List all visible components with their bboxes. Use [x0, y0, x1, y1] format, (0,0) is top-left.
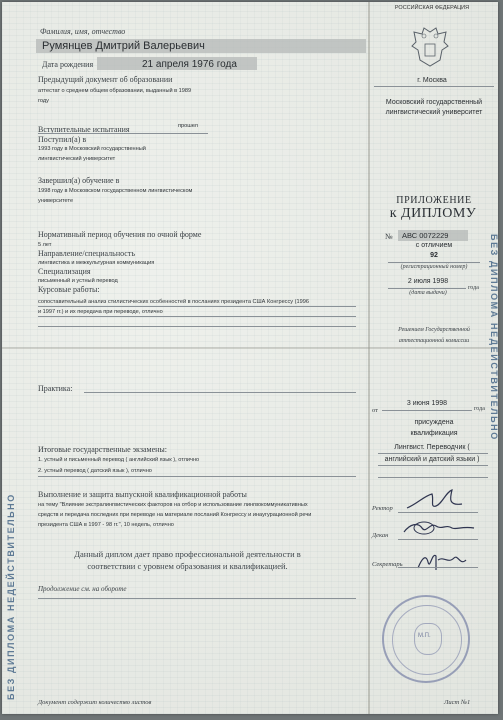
city: г. Москва [417, 77, 447, 84]
study-period-label: Нормативный период обучения по очной форме [38, 230, 202, 239]
name-value: Румянцев Дмитрий Валерьевич [42, 40, 205, 52]
admitted-label: Поступил(а) в [38, 135, 87, 144]
coursework-label: Курсовые работы: [38, 285, 100, 294]
exam-item-1: 1. устный и письменный перевод ( английский язык ), отлично [38, 457, 200, 463]
prev-education-value: аттестат о среднем общем образовании, выданный в 1989 году [38, 88, 192, 104]
exam-item-2: 2. устный перевод ( датский язык ), отлично [38, 468, 152, 474]
finished-label: Завершил(а) обучение в [38, 176, 120, 185]
specialization-value: письменный и устный перевод [38, 278, 118, 284]
university-name: Московский государственный лингвистический университет [385, 99, 483, 116]
country-name: РОССИЙСКАЯ ФЕДЕРАЦИЯ [394, 5, 470, 11]
rule [38, 306, 356, 307]
issue-label: (дата выдачи) [409, 290, 447, 296]
side-text-left: БЕЗ ДИПЛОМА НЕДЕЙСТВИТЕЛЬНО [6, 493, 16, 700]
rector-label: Ректор [372, 505, 393, 512]
rule [398, 512, 478, 513]
commission-decision: Решением Государственной аттестационной комиссии [398, 327, 470, 344]
dob-value: 21 апреля 1976 года [142, 59, 237, 70]
rights-notice: Данный диплом дает право профессиональной деятельности в соответствии с уровнем образования и квалификацией. [74, 549, 301, 571]
number-prefix: № [385, 232, 393, 241]
decision-date-prefix: от [372, 407, 379, 414]
exams-label: Итоговые государственные экзамены: [38, 445, 168, 454]
rule [374, 86, 494, 87]
sheet-count-label: Документ содержит количество листов [38, 699, 152, 706]
prev-education-label: Предыдущий документ об образовании [38, 75, 173, 84]
rule [378, 477, 488, 478]
study-period-value: 5 лет [38, 242, 52, 248]
rule [378, 453, 488, 454]
sheet-number: Лист №1 [444, 699, 471, 706]
rule [84, 392, 356, 393]
diploma-number: АВС 0072229 [402, 231, 449, 240]
qualification-label: квалификация [410, 430, 458, 437]
side-text-right: БЕЗ ДИПЛОМА НЕДЕЙСТВИТЕЛЬНО [489, 234, 499, 441]
coursework-value: сопоставительный анализ стилистических особенностей в посланиях президента США Конгрессу (1996 и 1997 гг.) и их передача при переводе, отлично [38, 299, 309, 315]
awarded: присуждена [414, 419, 454, 426]
rule [38, 133, 208, 134]
dob-label: Дата рождения [42, 60, 94, 69]
fold-line-horizontal [2, 347, 498, 349]
entrance-label: Вступительные испытания [38, 125, 130, 134]
practice-label: Практика: [38, 384, 73, 393]
thesis-label: Выполнение и защита выпускной квалификационной работы [38, 490, 247, 499]
with-honors: с отличием [415, 242, 453, 249]
direction-value: лингвистика и межкультурная коммуникация [38, 260, 155, 266]
rule [38, 316, 356, 317]
secretary-signature [412, 548, 472, 576]
name-label: Фамилия, имя, отчество [40, 27, 126, 36]
direction-label: Направление/специальность [38, 249, 135, 258]
rule [398, 539, 478, 540]
issue-year-suffix: года [468, 285, 479, 291]
rule [38, 598, 356, 599]
dean-label: Декан [372, 532, 389, 539]
registration-number: 92 [430, 252, 438, 259]
decision-date-suffix: года [474, 406, 485, 412]
rule [382, 410, 472, 411]
admitted-value: 1993 году в Московский государственный лингвистический университет [38, 146, 146, 162]
issue-date: 2 июля 1998 [407, 278, 449, 285]
qualification-value: Лингвист. Переводчик ( английский и датский языки ) [384, 444, 480, 463]
specialization-label: Специализация [38, 267, 91, 276]
decision-date: 3 июня 1998 [406, 400, 448, 407]
thesis-value: на тему "Влияние экстралингвистических факторов на отбор и использование лингвокоммуникативных средств и передача последних при переводе на материале посланий Конгрессу и инаугурационной речи президента США в 1997 - 98 гг.", 10 недель, отлично [38, 502, 312, 528]
entrance-status: прошел [178, 123, 198, 129]
appendix-title-line2: к ДИПЛОМУ [389, 206, 477, 221]
diploma-supplement-sheet [2, 2, 498, 714]
finished-value: 1998 году в Московском государственном лингвистическом университете [38, 188, 193, 204]
fold-line-vertical [368, 2, 370, 714]
rule [378, 465, 488, 466]
official-seal [382, 595, 470, 683]
registration-label: (регистрационный номер) [400, 264, 468, 270]
rule [38, 326, 356, 327]
rule [398, 567, 478, 568]
coat-of-arms-emblem [410, 26, 450, 70]
secretary-label: Секретарь [372, 561, 403, 568]
appendix-title-line1: ПРИЛОЖЕНИЕ [396, 195, 472, 206]
continued-note: Продолжение см. на обороте [38, 585, 127, 593]
rule [388, 262, 480, 263]
seal-mark: М.П. [418, 633, 431, 639]
rule [388, 288, 466, 289]
rule [38, 476, 356, 477]
